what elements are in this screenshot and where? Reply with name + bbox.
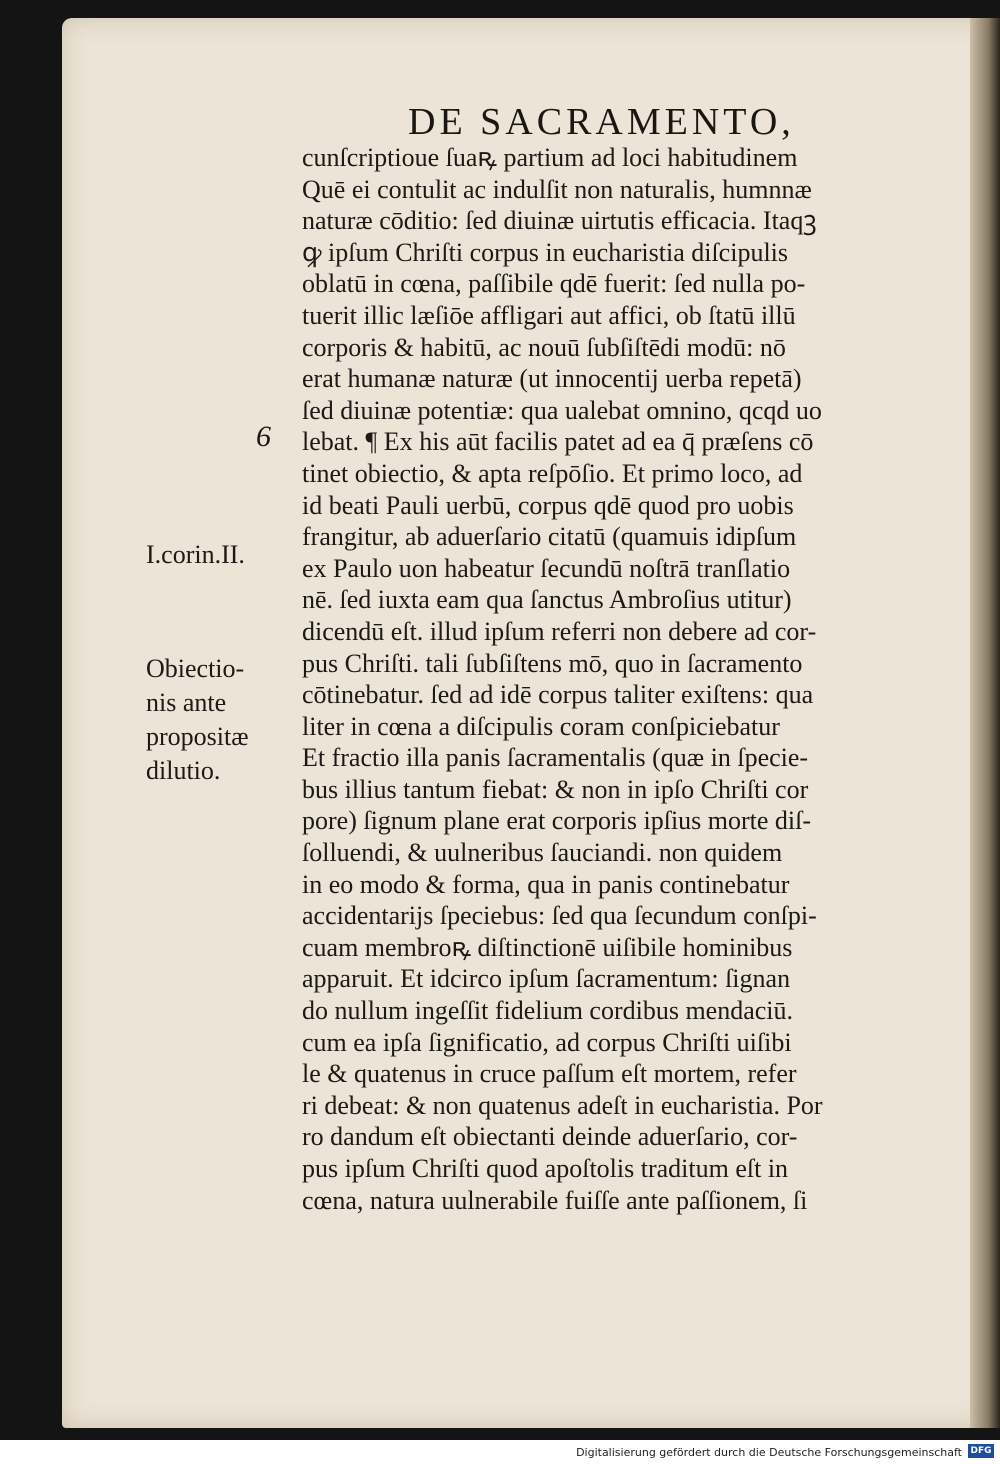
margin-note bbox=[146, 652, 249, 788]
body-line: ri debeat: & non quatenus adeſt in eucharistia. Por bbox=[302, 1090, 823, 1120]
dfg-logo: DFG bbox=[968, 1444, 994, 1458]
body-line: dicendū eſt. illud ipſum referri non debere ad cor- bbox=[302, 616, 817, 646]
body-line: le & quatenus in cruce paſſum eſt mortem, refer bbox=[302, 1059, 797, 1089]
body-line: tinet obiectio, & apta reſpōſio. Et primo loco, ad bbox=[302, 458, 803, 488]
body-line: nē. ſed iuxta eam qua ſanctus Ambroſius utitur) bbox=[302, 585, 792, 615]
body-line: pus Chriſti. tali ſubſiſtens mō, quo in ſacramento bbox=[302, 648, 803, 678]
body-line: id beati Pauli uerbū, corpus qdē quod pro uobis bbox=[302, 490, 794, 520]
body-line: erat humanæ naturæ (ut innocentij uerba repetā) bbox=[302, 364, 802, 394]
body-line: pore) ſignum plane erat corporis ipſius morte diſ- bbox=[302, 806, 812, 836]
margin-note-line: dilutio. bbox=[146, 756, 221, 785]
body-line: do nullum ingeſſit fidelium cordibus mendaciū. bbox=[302, 996, 794, 1026]
margin-note-line: propositæ bbox=[146, 722, 249, 751]
body-line: Quē ei contulit ac indulſit non naturalis, humnnæ bbox=[302, 174, 812, 204]
body-line: corporis & habitū, ac nouū ſubſiſtēdi modū: nō bbox=[302, 332, 786, 362]
body-line: cunſcriptioue ſuaꝶ partium ad loci habitudinem bbox=[302, 143, 798, 172]
body-line: accidentarijs ſpeciebus: ſed qua ſecundum conſpi- bbox=[302, 901, 817, 931]
body-line: lebat. ¶ Ex his aūt facilis patet ad ea q̄ præſens cō bbox=[302, 427, 814, 457]
body-line: ro dandum eſt obiectanti deinde aduerſario, cor- bbox=[302, 1122, 798, 1152]
body-line: Et fractio illa panis ſacramentalis (quæ in ſpecie- bbox=[302, 743, 809, 773]
body-line: ſolluendi, & uulneribus ſauciandi. non quidem bbox=[302, 838, 783, 868]
body-line: ex Paulo uon habeatur ſecundū noſtrā tranſlatio bbox=[302, 553, 791, 583]
margin-note-line: Obiectio- bbox=[146, 654, 245, 683]
body-line: ſed diuinæ potentiæ: qua ualebat omnino, qcqd uo bbox=[302, 395, 822, 425]
margin-reference: I.corin.II. bbox=[146, 540, 245, 569]
body-line: in eo modo & forma, qua in panis continebatur bbox=[302, 869, 790, 899]
body-line: frangitur, ab aduerſario citatū (quamuis idipſum bbox=[302, 522, 797, 552]
footer-credit: Digitalisierung gefördert durch die Deutsche Forschungsgemeinschaft bbox=[576, 1446, 962, 1459]
body-text bbox=[302, 142, 992, 1216]
body-line: pus ipſum Chriſti quod apoſtolis traditum eſt in bbox=[302, 1154, 789, 1183]
body-line: apparuit. Et idcirco ipſum ſacramentum: ſignan bbox=[302, 964, 791, 994]
running-head: DE SACRAMENTO, bbox=[408, 101, 795, 143]
margin-number: 6 bbox=[256, 420, 271, 453]
body-line: cōtinebatur. ſed ad idē corpus taliter exiſtens: qua bbox=[302, 680, 814, 710]
body-line: cuam membroꝶ diſtinctionē uiſibile hominibus bbox=[302, 932, 793, 962]
body-line: ꝙ ipſum Chriſti corpus in eucharistia diſcipulis bbox=[302, 237, 789, 267]
body-line: oblatū in cœna, paſſibile qdē fuerit: ſed nulla po- bbox=[302, 269, 806, 299]
body-line: naturæ cōditio: ſed diuinæ uirtutis efficacia. Itaqꝫ bbox=[302, 206, 817, 236]
body-line: cum ea ipſa ſignificatio, ad corpus Chriſti uiſibi bbox=[302, 1027, 792, 1057]
body-line: tuerit illic læſiōe affligari aut affici, ob ſtatū illū bbox=[302, 300, 796, 330]
body-line: cœna, natura uulnerabile fuiſſe ante paſſionem, ſi bbox=[302, 1185, 808, 1215]
margin-note-line: nis ante bbox=[146, 688, 227, 717]
body-line: liter in cœna a diſcipulis coram conſpiciebatur bbox=[302, 711, 780, 741]
body-line: bus illius tantum fiebat: & non in ipſo Chriſti cor bbox=[302, 774, 809, 804]
